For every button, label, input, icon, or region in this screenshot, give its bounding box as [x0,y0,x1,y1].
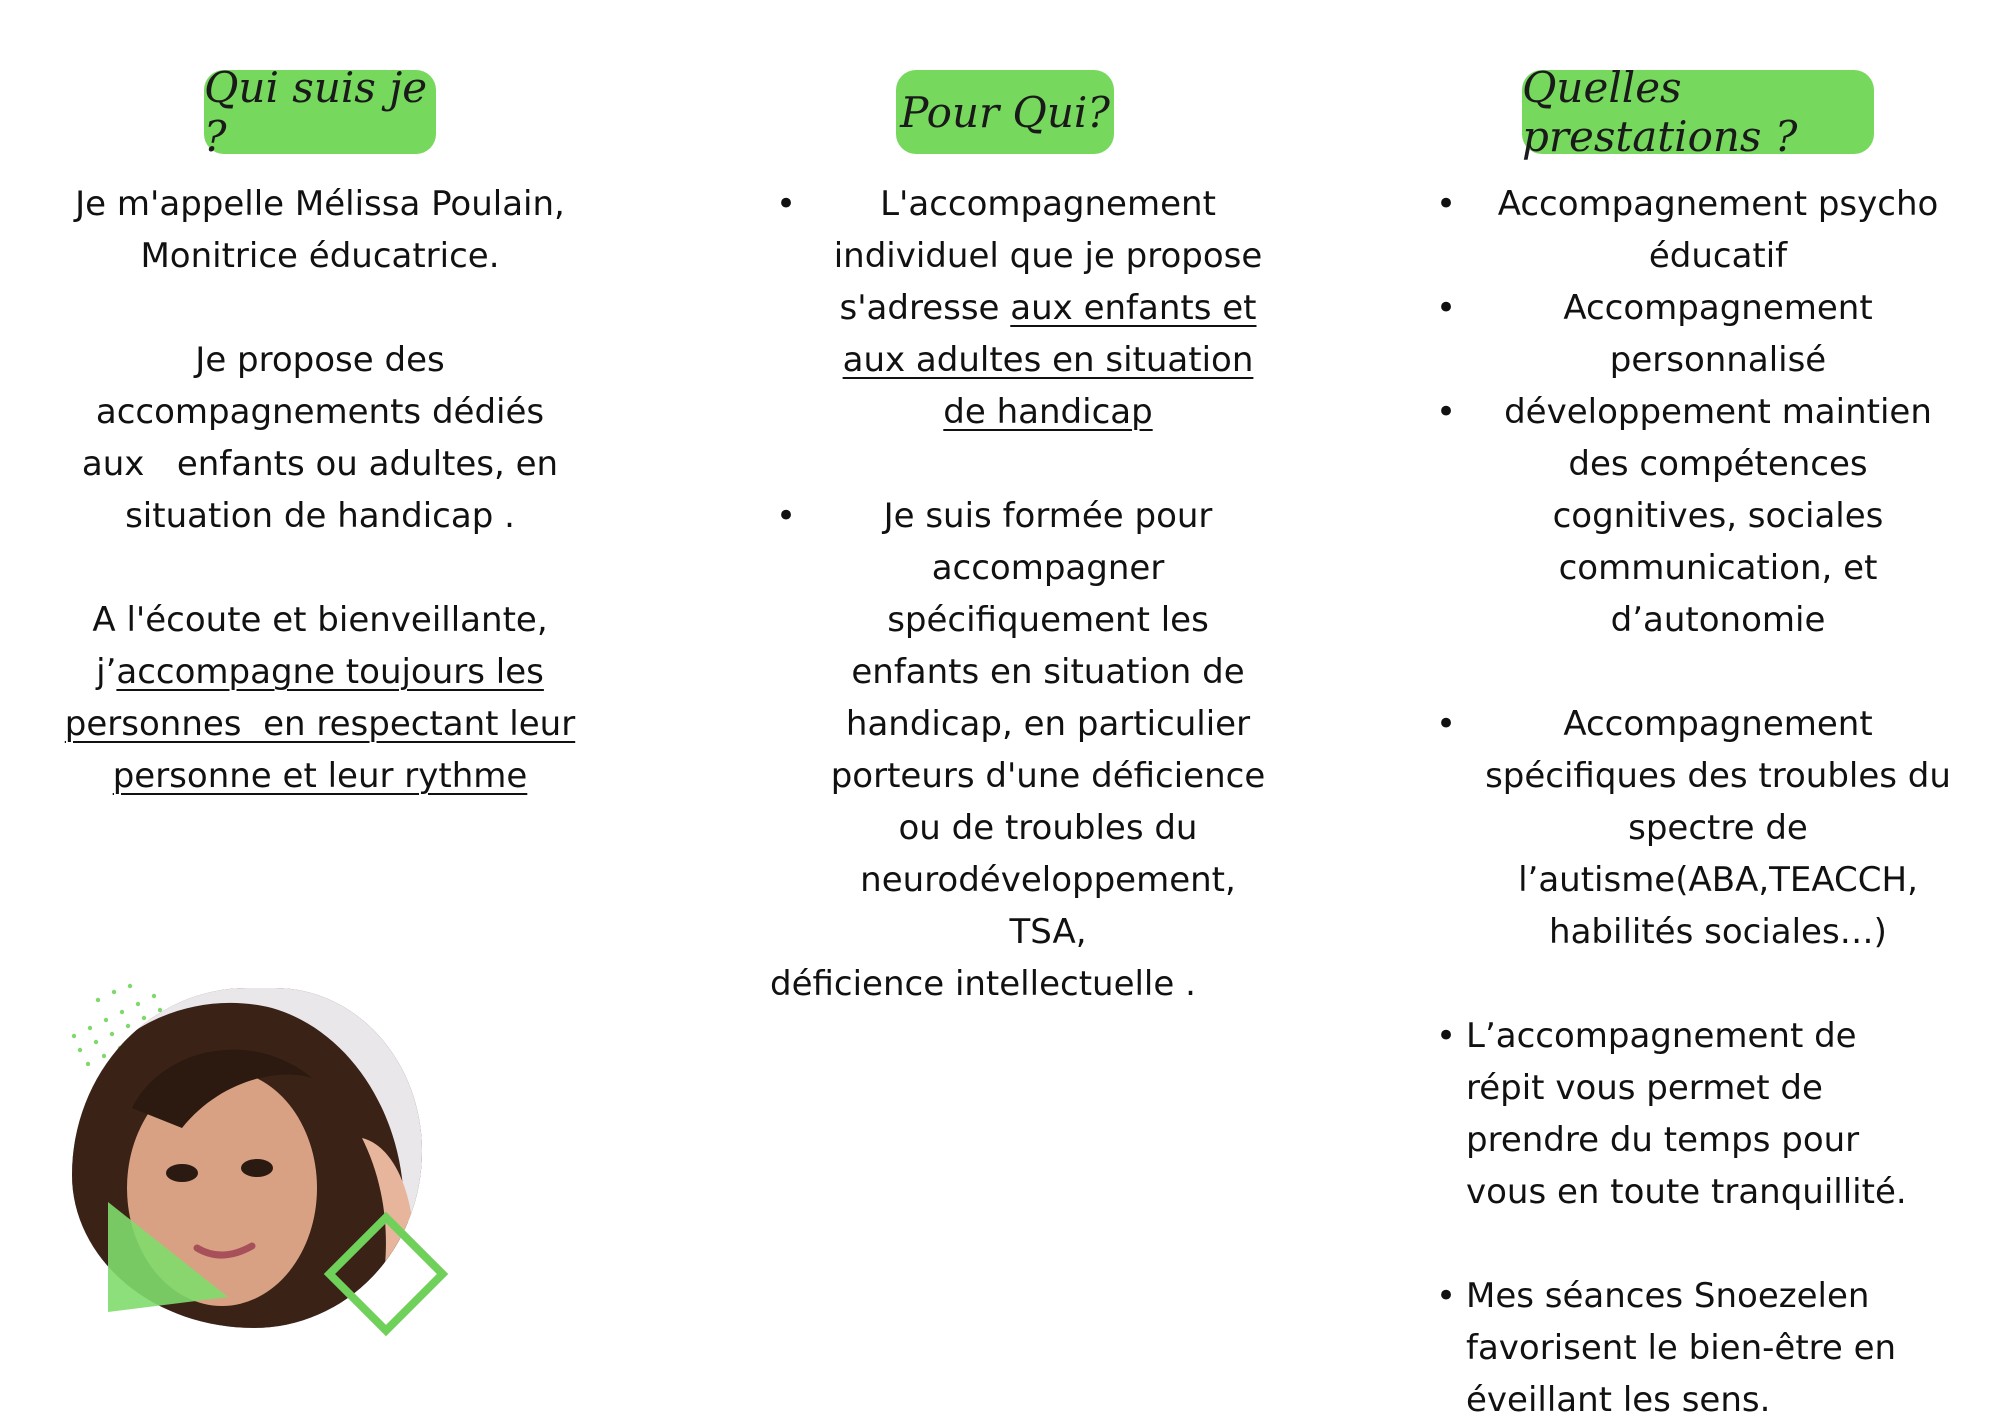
intro-paragraph [40,178,600,282]
services-badge: Quelles prestations ? [1522,70,1874,154]
bullet-icon: • [1436,288,1457,328]
item-line: l’autisme(ABA,TEACCH, [1518,860,1918,900]
item-line: favorisent le bien-être en [1466,1328,1897,1368]
item-line [806,386,1290,438]
item-line: Mes séances Snoezelen [1466,1276,1870,1316]
item-line: éveillant les sens. [1466,1380,1771,1420]
list-item [1430,1270,1970,1426]
item-line: des compétences [1568,444,1868,484]
item-line: individuel que je propose [833,236,1263,276]
item-line: L'accompagnement [880,184,1216,224]
offer-line: aux enfants ou adultes, en [81,444,559,484]
offer-line: Je propose des [195,340,445,380]
list-item [1430,282,1970,386]
services-list [1430,178,1970,1426]
list-item [1430,698,1970,958]
item-line: personnalisé [1609,340,1827,380]
item-line: répit vous permet de [1466,1068,1823,1108]
list-item [1430,178,1970,282]
values-line [40,698,600,750]
item-underlined: de handicap [943,392,1153,432]
values-paragraph [40,594,600,802]
bullet-icon: • [776,184,797,224]
item-line: handicap, en particulier [845,704,1251,744]
bullet-icon: • [1436,704,1457,744]
item-line: spécifiques des troubles du [1485,756,1951,796]
triangle-decoration-icon [108,1202,228,1312]
item-line: Accompagnement [1563,704,1873,744]
item-line: éducatif [1648,236,1788,276]
item-line [806,334,1290,386]
item-line: enfants en situation de [851,652,1245,692]
list-item [770,490,1290,1010]
item-line: déficience intellectuelle . [770,964,1196,1004]
bullet-icon: • [776,496,797,536]
offer-line: accompagnements dédiés [95,392,545,432]
values-underlined: personnes en respectant leur [64,704,576,744]
item-line: spectre de [1628,808,1808,848]
bullet-icon: • [1436,1016,1457,1056]
values-line [40,750,600,802]
values-line [40,646,600,698]
intro-line: Je m'appelle Mélissa Poulain, [75,184,565,224]
item-line: Accompagnement psycho [1497,184,1939,224]
list-item [1430,386,1970,646]
who-am-i-badge: Qui suis je ? [204,70,436,154]
item-line: vous en toute tranquillité. [1466,1172,1907,1212]
item-underlined: aux enfants et [1010,288,1257,328]
values-underlined: personne et leur rythme [112,756,528,796]
offer-paragraph [40,334,600,542]
offer-line: situation de handicap . [125,496,515,536]
item-line: prendre du temps pour [1466,1120,1860,1160]
item-line: neurodéveloppement, [860,860,1236,900]
item-line: développement maintien [1504,392,1932,432]
bullet-icon: • [1436,184,1457,224]
values-underlined: accompagne toujours les [116,652,544,692]
item-prefix: s'adresse [839,288,1011,328]
item-line: Accompagnement [1563,288,1873,328]
item-line: L’accompagnement de [1466,1016,1857,1056]
item-line [806,282,1290,334]
item-line: spécifiquement les [887,600,1209,640]
for-whom-list [770,178,1290,1010]
item-underlined: aux adultes en situation [842,340,1254,380]
item-line: cognitives, sociales [1552,496,1884,536]
list-item [1430,1010,1970,1218]
values-line: A l'écoute et bienveillante, [92,600,548,640]
intro-line: Monitrice éducatrice. [140,236,500,276]
item-line: communication, et [1558,548,1878,588]
item-line: habilités sociales…) [1549,912,1887,952]
portrait-photo [60,980,460,1340]
item-line: TSA, [1009,912,1087,952]
item-line: porteurs d'une déficience [830,756,1266,796]
item-line: Je suis formée pour [883,496,1213,536]
values-prefix: j’ [96,652,117,692]
item-line: ou de troubles du [898,808,1198,848]
for-whom-badge: Pour Qui? [896,70,1114,154]
bullet-icon: • [1436,1276,1457,1316]
bullet-icon: • [1436,392,1457,432]
item-line: accompagner [931,548,1165,588]
item-line: d’autonomie [1610,600,1826,640]
list-item [770,178,1290,438]
